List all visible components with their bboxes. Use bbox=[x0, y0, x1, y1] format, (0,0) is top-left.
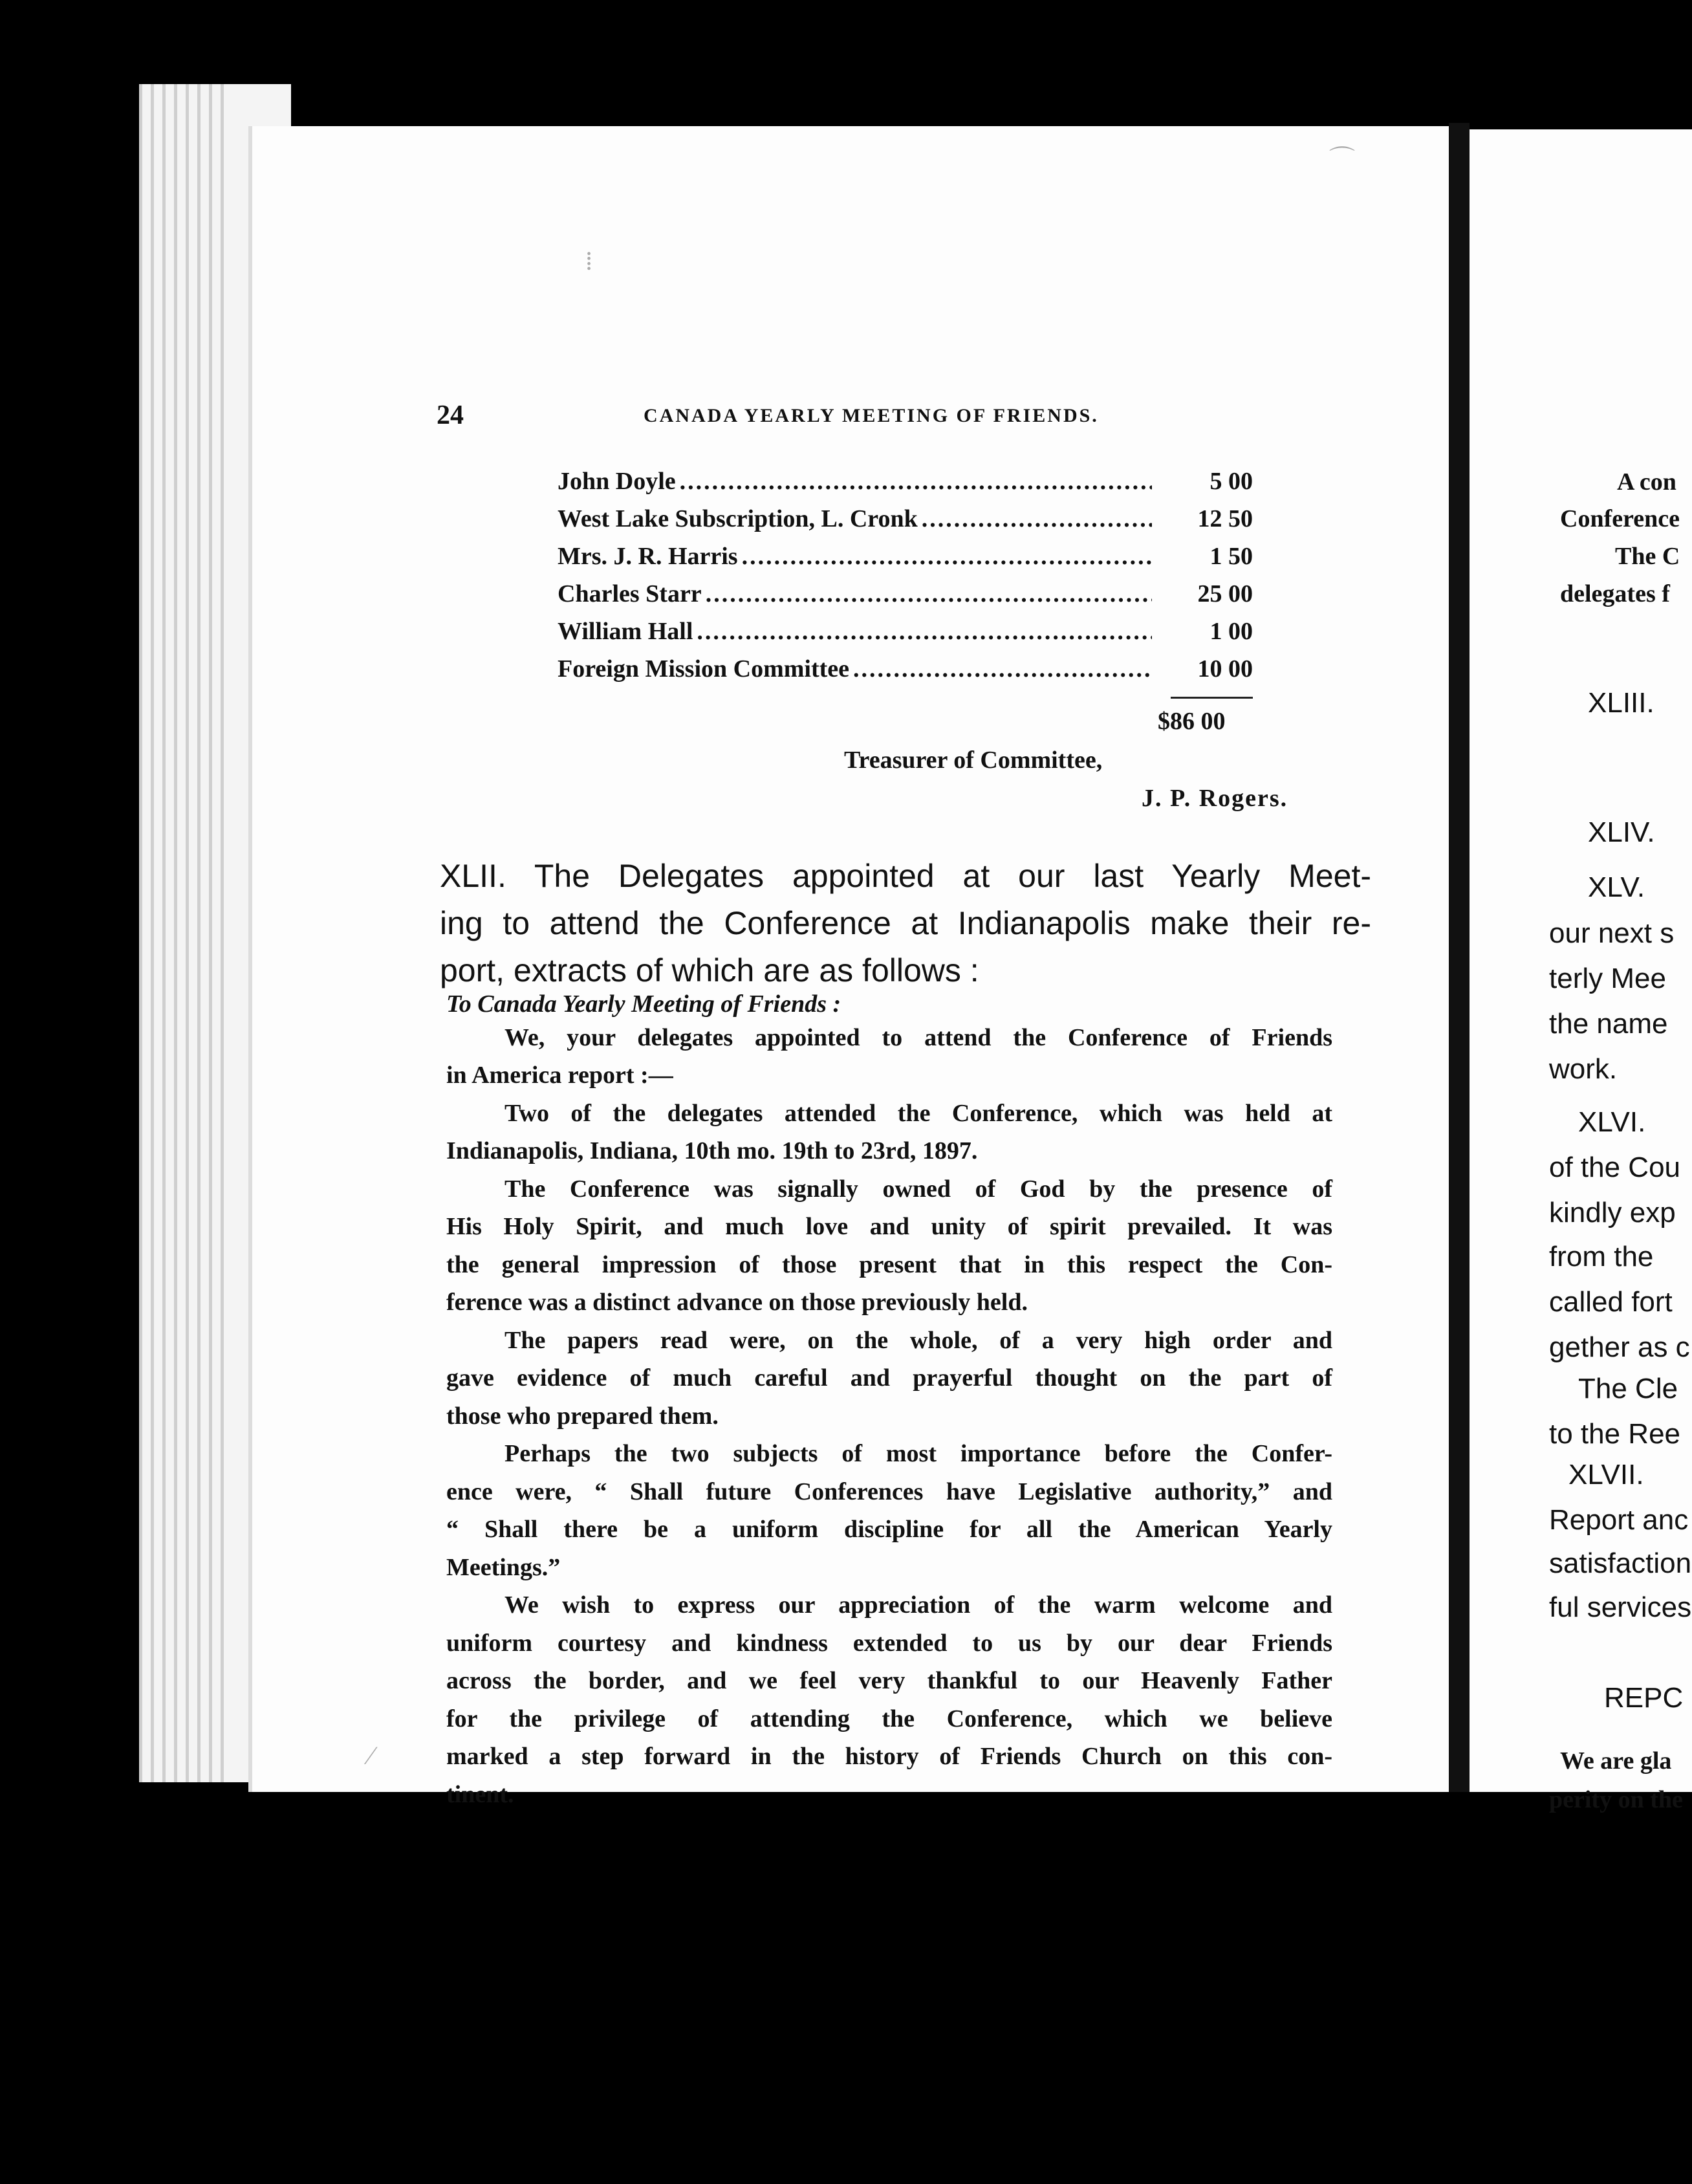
right-fragment: The Cle bbox=[1578, 1373, 1678, 1404]
ledger-name: Mrs. J. R. Harris bbox=[558, 543, 738, 570]
right-fragment: A con bbox=[1617, 468, 1676, 496]
right-fragment: REPC bbox=[1604, 1682, 1684, 1714]
ledger-row bbox=[558, 505, 1253, 542]
ledger-total: $86 00 bbox=[1158, 708, 1226, 735]
ledger-name: West Lake Subscription, L. Cronk bbox=[558, 505, 918, 532]
ledger-name: Foreign Mission Committee bbox=[558, 655, 849, 682]
right-fragment: perity on the bbox=[1549, 1786, 1683, 1813]
ledger-amount: 25 00 bbox=[1197, 580, 1253, 607]
body-line: “ Shall there be a uniform discipline for all the American Yearly bbox=[446, 1516, 1332, 1543]
ledger-row bbox=[558, 542, 1253, 580]
body-line: marked a step forward in the history of Friends Church on this con- bbox=[446, 1743, 1332, 1770]
total-rule bbox=[1171, 697, 1253, 699]
body-line: Perhaps the two subjects of most importance before the Confer- bbox=[504, 1440, 1332, 1467]
running-head: CANADA YEARLY MEETING OF FRIENDS. bbox=[644, 405, 1099, 426]
leader-dots bbox=[697, 617, 1152, 646]
right-fragment: The C bbox=[1615, 543, 1680, 570]
right-fragment: gether as c bbox=[1549, 1331, 1690, 1363]
body-line: We, your delegates appointed to attend the Conference of Friends bbox=[504, 1024, 1332, 1051]
right-fragment: work. bbox=[1549, 1053, 1618, 1085]
section-heading-line: ing to attend the Conference at Indianapolis make their re- bbox=[440, 905, 1371, 941]
treasurer-name: J. P. Rogers. bbox=[1142, 785, 1288, 812]
right-fragment: delegates f bbox=[1560, 580, 1670, 607]
right-fragment: Conference bbox=[1560, 505, 1680, 532]
ledger-row bbox=[558, 467, 1253, 505]
right-fragment: XLIV. bbox=[1588, 816, 1655, 848]
body-line: Indianapolis, Indiana, 10th mo. 19th to 23rd, 1897. bbox=[446, 1137, 978, 1164]
ledger-row bbox=[558, 617, 1253, 655]
scan-speck: ⌒ bbox=[1329, 145, 1355, 174]
book-spine bbox=[1449, 123, 1470, 1792]
right-fragment: called fort bbox=[1549, 1286, 1673, 1318]
page-number: 24 bbox=[437, 400, 464, 430]
section-heading-line: XLII. The Delegates appointed at our last Yearly Meet- bbox=[440, 858, 1371, 894]
scan-speck: ⁄ bbox=[369, 1741, 373, 1770]
body-line: Two of the delegates attended the Conference, which was held at bbox=[504, 1100, 1332, 1127]
scan-speck: ⁞ bbox=[585, 246, 593, 276]
ledger-name: William Hall bbox=[558, 618, 693, 645]
leader-dots bbox=[853, 655, 1152, 683]
ledger-row bbox=[558, 655, 1253, 692]
right-fragment: of the Cou bbox=[1549, 1152, 1681, 1183]
body-line: His Holy Spirit, and much love and unity of spirit prevailed. It was bbox=[446, 1213, 1332, 1240]
ledger-row bbox=[558, 580, 1253, 617]
ledger-amount: 12 50 bbox=[1197, 505, 1253, 532]
right-fragment: XLVII. bbox=[1568, 1459, 1644, 1491]
ledger-table bbox=[558, 467, 1253, 692]
right-fragment: terly Mee bbox=[1549, 963, 1666, 994]
body-line: the general impression of those present that in this respect the Con- bbox=[446, 1251, 1332, 1278]
section-heading-line: port, extracts of which are as follows : bbox=[440, 952, 979, 988]
body-line: Meetings.” bbox=[446, 1554, 561, 1581]
right-fragment: XLV. bbox=[1588, 871, 1645, 903]
right-fragment: our next s bbox=[1549, 917, 1675, 949]
right-fragment: XLVI. bbox=[1578, 1106, 1646, 1138]
right-fragment: from the bbox=[1549, 1241, 1654, 1272]
body-line: across the border, and we feel very thankful to our Heavenly Father bbox=[446, 1667, 1332, 1694]
ledger-amount: 5 00 bbox=[1209, 468, 1253, 495]
treasurer-label: Treasurer of Committee, bbox=[844, 747, 1103, 774]
body-line: uniform courtesy and kindness extended to us by our dear Friends bbox=[446, 1630, 1332, 1657]
right-fragment: We are gla bbox=[1560, 1747, 1672, 1774]
body-line: ference was a distinct advance on those previously held. bbox=[446, 1289, 1028, 1316]
body-line: those who prepared them. bbox=[446, 1403, 719, 1430]
salutation: To Canada Yearly Meeting of Friends : bbox=[446, 990, 841, 1018]
leader-dots bbox=[742, 542, 1152, 571]
body-line: for the privilege of attending the Conference, which we believe bbox=[446, 1705, 1332, 1732]
right-fragment: satisfaction bbox=[1549, 1547, 1692, 1579]
body-line: The papers read were, on the whole, of a very high order and bbox=[504, 1327, 1332, 1354]
right-fragment: to the Ree bbox=[1549, 1418, 1681, 1450]
body-line: gave evidence of much careful and prayerful thought on the part of bbox=[446, 1364, 1332, 1392]
body-line: The Conference was signally owned of God by the presence of bbox=[504, 1175, 1332, 1203]
ledger-name: John Doyle bbox=[558, 468, 676, 495]
leader-dots bbox=[680, 467, 1152, 496]
ledger-amount: 1 50 bbox=[1209, 543, 1253, 570]
right-fragment: the name bbox=[1549, 1008, 1668, 1040]
right-fragment: kindly exp bbox=[1549, 1197, 1676, 1228]
leader-dots bbox=[922, 505, 1152, 533]
right-fragment: XLIII. bbox=[1588, 687, 1654, 719]
right-fragment: Report anc bbox=[1549, 1504, 1689, 1536]
body-line: in America report :— bbox=[446, 1062, 673, 1089]
ledger-amount: 10 00 bbox=[1197, 655, 1253, 682]
right-page bbox=[1470, 129, 1692, 1792]
ledger-amount: 1 00 bbox=[1209, 618, 1253, 645]
leader-dots bbox=[706, 580, 1152, 608]
body-line: ence were, “ Shall future Conferences have Legislative authority,” and bbox=[446, 1478, 1332, 1505]
body-line: tinent. bbox=[446, 1781, 514, 1808]
right-fragment: ful services bbox=[1549, 1591, 1692, 1623]
body-line: We wish to express our appreciation of the warm welcome and bbox=[504, 1591, 1332, 1619]
ledger-name: Charles Starr bbox=[558, 580, 702, 607]
